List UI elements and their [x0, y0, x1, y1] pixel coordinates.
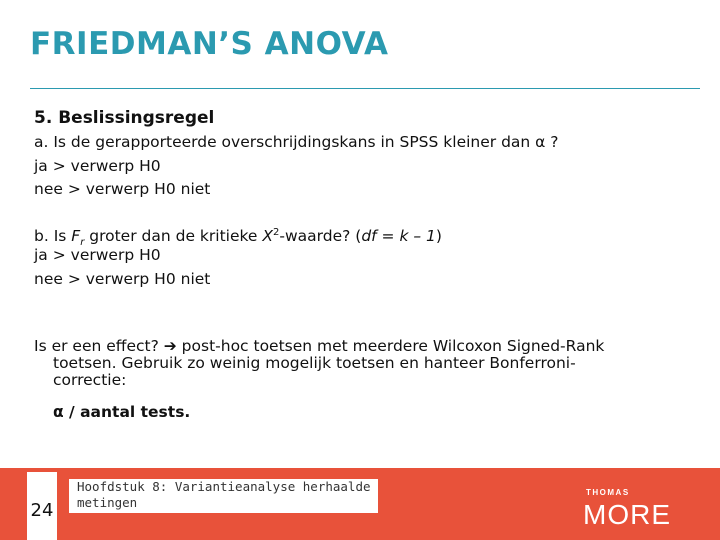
effect-question: Is er een effect?: [34, 337, 159, 355]
page-number: 24: [30, 500, 54, 521]
part-b-no: nee > verwerp H0 niet: [34, 269, 211, 288]
part-b-question: [34, 221, 694, 248]
chapter-line-1: Hoofdstuk 8: Variantieanalyse herhaalde: [77, 479, 371, 494]
fr-symbol: [71, 226, 85, 248]
slide-title: FRIEDMAN’S ANOVA: [30, 26, 389, 62]
logo-top-text: THOMAS: [586, 488, 630, 497]
part-b-end: ): [435, 226, 442, 245]
df-formula: df = k – 1: [361, 226, 436, 245]
logo-bottom-text: MORE: [583, 499, 671, 530]
chi-symbol: X: [262, 226, 273, 245]
part-a-yes: ja > verwerp H0: [34, 156, 161, 175]
part-a-question: a. Is de gerapporteerde overschrijdingskans in SPSS kleiner dan α ?: [34, 133, 559, 151]
section-heading: 5. Beslissingsregel: [34, 108, 215, 128]
effect-line-3: correctie:: [53, 371, 127, 389]
part-a-no: nee > verwerp H0 niet: [34, 180, 211, 198]
effect-line-2: toetsen. Gebruik zo weinig mogelijk toetsen en hanteer Bonferroni-: [53, 354, 576, 372]
fr-sub: r: [80, 236, 85, 248]
effect-line-1: [34, 338, 694, 355]
chi-sup: 2: [273, 226, 280, 238]
chapter-title: [77, 479, 373, 511]
part-b-yes: ja > verwerp H0: [34, 246, 161, 264]
effect-block: [34, 338, 694, 422]
arrow-right-icon: ➔: [163, 337, 177, 355]
part-b-mid: groter dan de kritieke: [84, 226, 263, 245]
chapter-line-2: metingen: [77, 495, 138, 510]
thomas-more-logo: [580, 486, 690, 530]
fr-main: F: [71, 226, 81, 245]
title-divider: [30, 88, 700, 89]
part-b-prefix: b. Is: [34, 226, 72, 245]
effect-rest-1: post-hoc toetsen met meerdere Wilcoxon Signed-Rank: [176, 337, 605, 355]
part-b-suffix: -waarde? (: [279, 226, 362, 245]
slide-body: [34, 105, 694, 422]
bonferroni-formula: α / aantal tests.: [53, 403, 191, 421]
